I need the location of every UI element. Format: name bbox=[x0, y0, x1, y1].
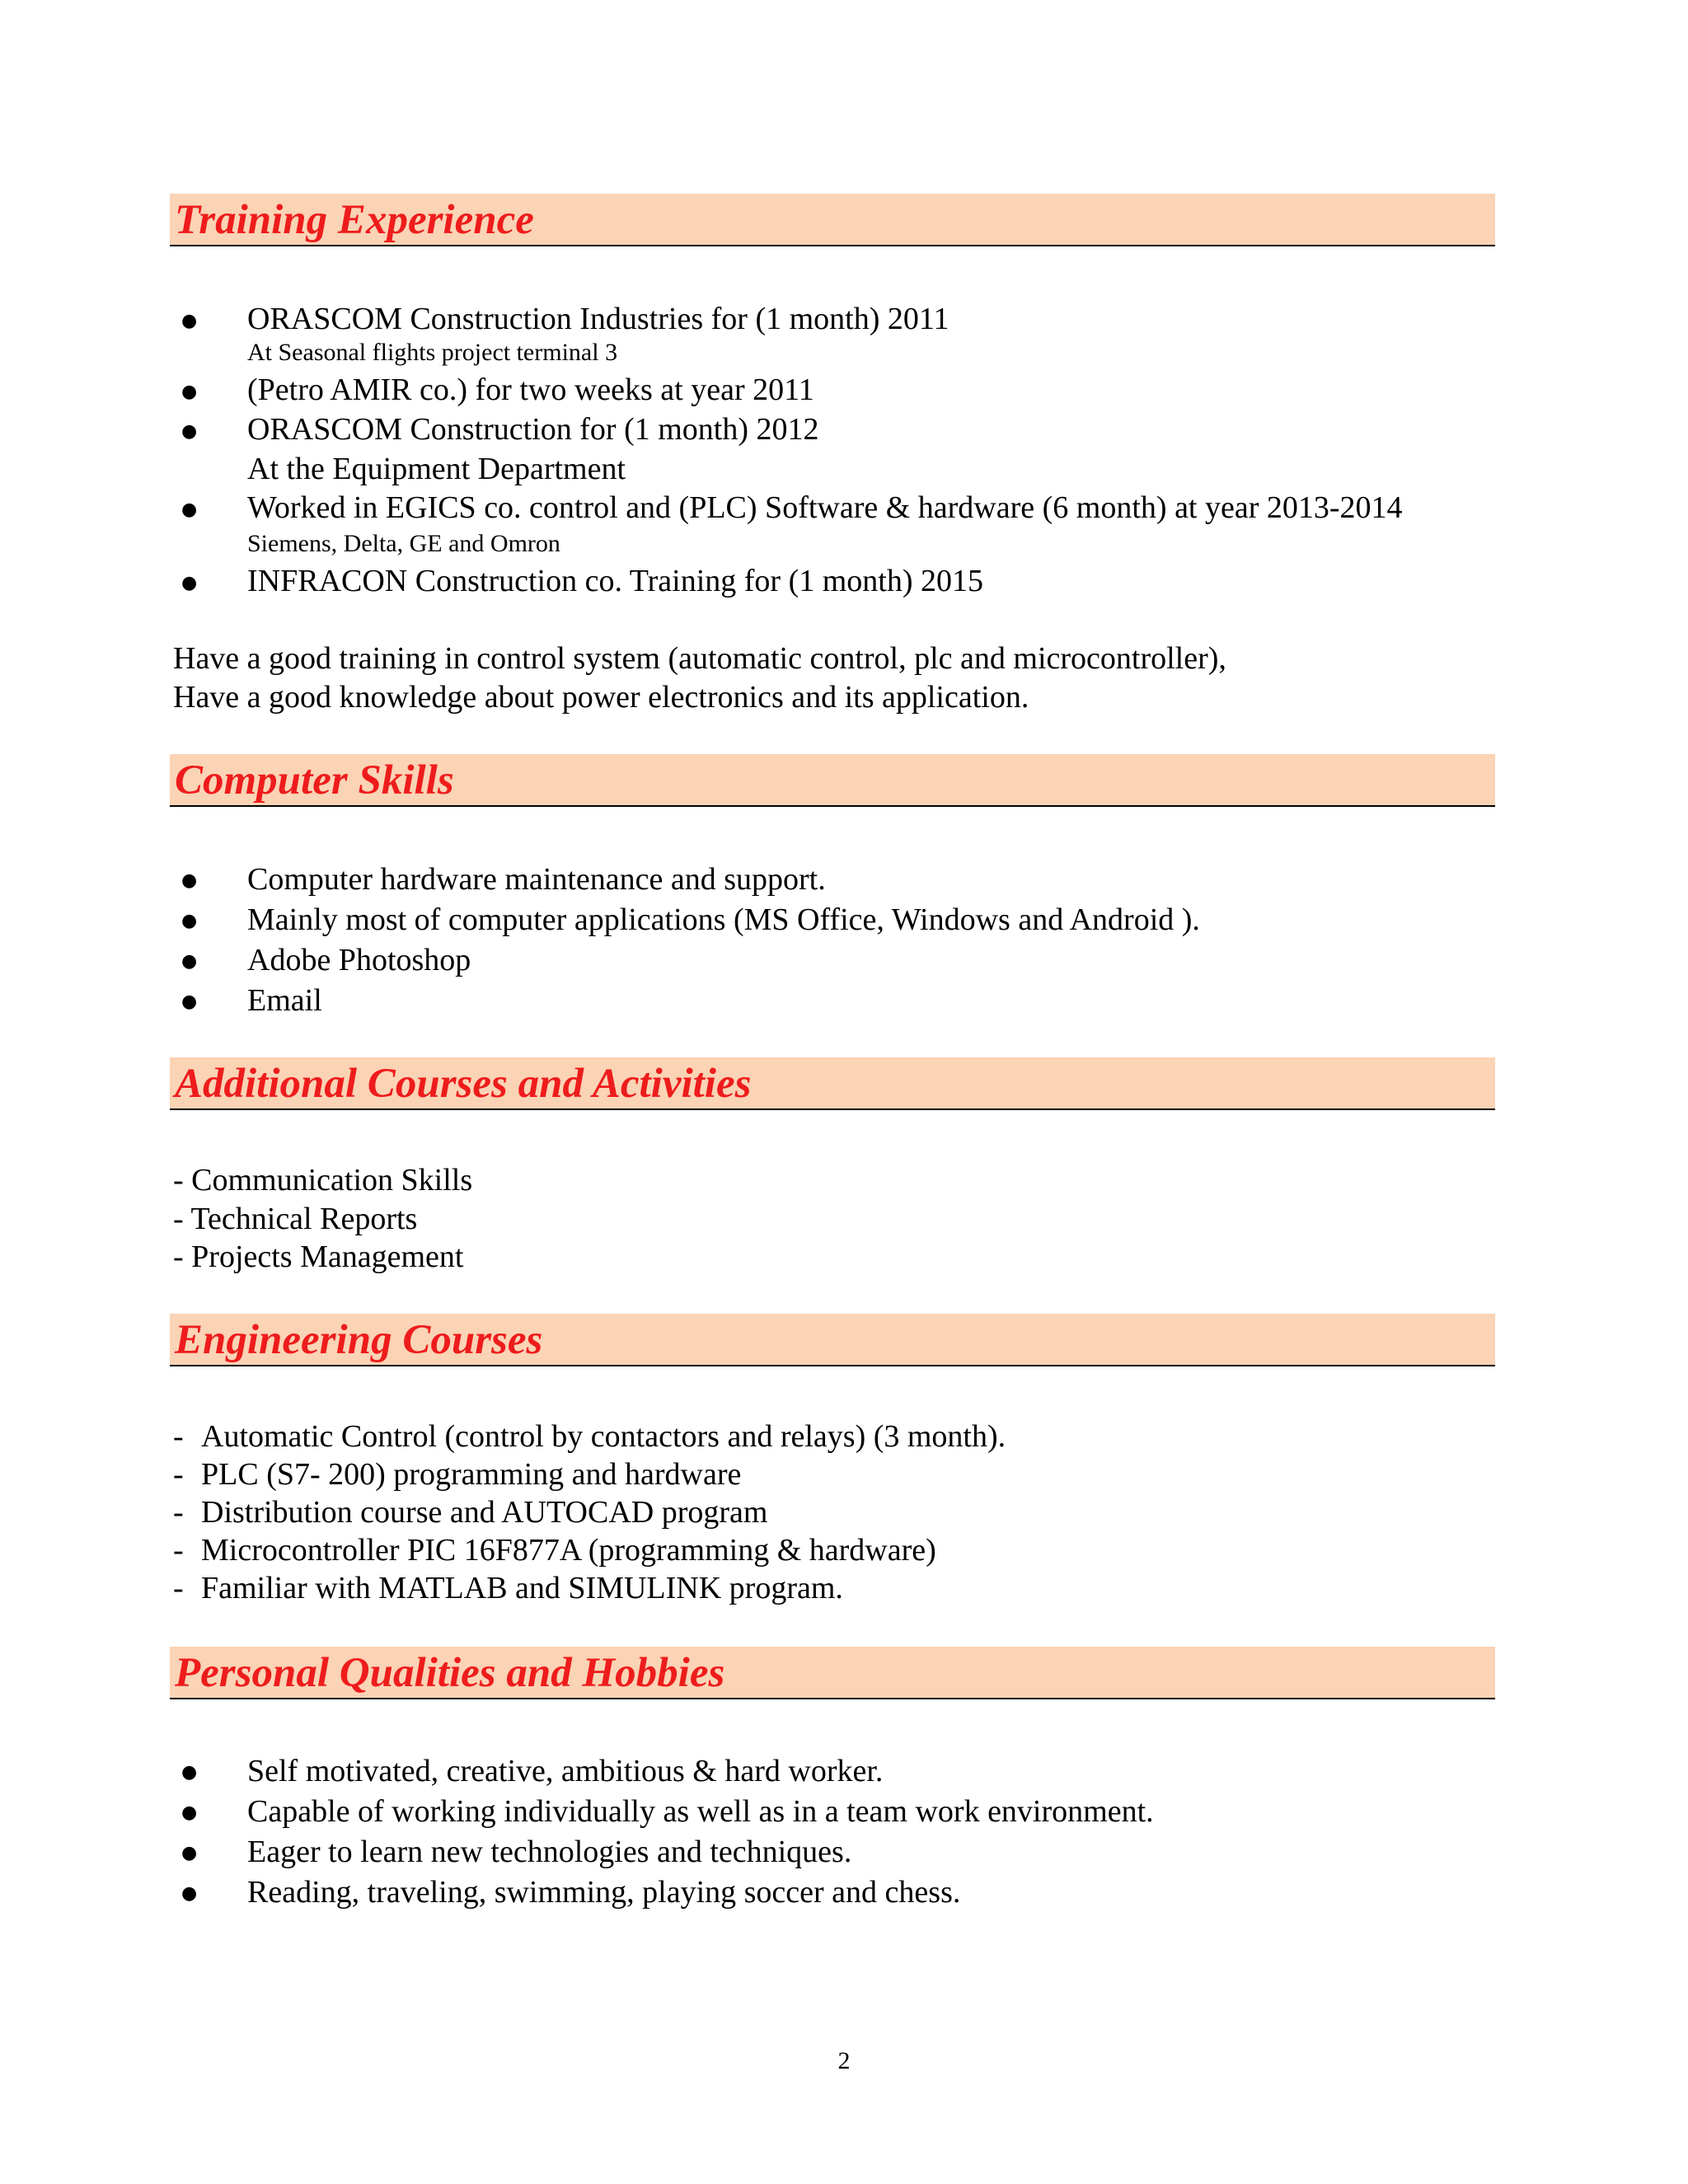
additional-course-item: - Communication Skills bbox=[173, 1163, 473, 1197]
bullet-icon: ● bbox=[181, 311, 198, 331]
bullet-icon: ● bbox=[181, 499, 198, 520]
personal-quality-item: Capable of working individually as well as in a team work environment. bbox=[247, 1794, 1154, 1829]
engineering-course-item bbox=[173, 1418, 1006, 1455]
engineering-course-item bbox=[173, 1494, 767, 1530]
bullet-icon: ● bbox=[181, 382, 198, 402]
computer-skill-item: Computer hardware maintenance and support. bbox=[247, 862, 826, 897]
training-item-detail: Siemens, Delta, GE and Omron bbox=[247, 530, 560, 557]
engineering-course-text: Distribution course and AUTOCAD program bbox=[201, 1495, 768, 1530]
section-title-engineering: Engineering Courses bbox=[175, 1317, 543, 1363]
training-item: INFRACON Construction co. Training for (1 month) 2015 bbox=[247, 564, 983, 598]
dash-marker: - bbox=[173, 1533, 184, 1568]
dash-marker: - bbox=[173, 1419, 184, 1454]
engineering-course-text: PLC (S7- 200) programming and hardware bbox=[201, 1457, 742, 1492]
engineering-course-text: Microcontroller PIC 16F877A (programming & hardware) bbox=[201, 1533, 936, 1568]
section-header-additional bbox=[170, 1057, 1495, 1110]
section-header-engineering bbox=[170, 1314, 1495, 1366]
training-item: ORASCOM Construction for (1 month) 2012 bbox=[247, 412, 819, 447]
computer-skill-item: Mainly most of computer applications (MS Office, Windows and Android ). bbox=[247, 902, 1200, 937]
page-number: 2 bbox=[837, 2047, 851, 2074]
personal-quality-item: Self motivated, creative, ambitious & hard worker. bbox=[247, 1754, 884, 1788]
bullet-icon: ● bbox=[181, 421, 198, 442]
bullet-icon: ● bbox=[181, 951, 198, 972]
dash-marker: - bbox=[173, 1571, 184, 1605]
bullet-icon: ● bbox=[181, 870, 198, 891]
bullet-icon: ● bbox=[181, 1762, 198, 1783]
engineering-course-item bbox=[173, 1456, 741, 1493]
section-title-computer: Computer Skills bbox=[175, 757, 454, 804]
training-summary-line: Have a good knowledge about power electronics and its application. bbox=[173, 680, 1029, 715]
bullet-icon: ● bbox=[181, 1843, 198, 1863]
engineering-course-text: Familiar with MATLAB and SIMULINK program. bbox=[201, 1571, 843, 1605]
bullet-icon: ● bbox=[181, 573, 198, 593]
section-header-computer bbox=[170, 754, 1495, 807]
section-title-training: Training Experience bbox=[175, 197, 534, 243]
section-title-personal: Personal Qualities and Hobbies bbox=[175, 1650, 725, 1696]
dash-marker: - bbox=[173, 1457, 184, 1492]
section-header-personal bbox=[170, 1647, 1495, 1699]
bullet-icon: ● bbox=[181, 1802, 198, 1823]
training-item: ORASCOM Construction Industries for (1 month) 2011 bbox=[247, 302, 950, 336]
engineering-course-item bbox=[173, 1532, 936, 1568]
section-title-additional: Additional Courses and Activities bbox=[175, 1061, 752, 1107]
bullet-icon: ● bbox=[181, 1883, 198, 1904]
training-summary-line: Have a good training in control system (automatic control, plc and microcontroller), bbox=[173, 641, 1226, 676]
bullet-icon: ● bbox=[181, 911, 198, 931]
engineering-course-text: Automatic Control (control by contactors and relays) (3 month). bbox=[201, 1419, 1006, 1454]
engineering-course-item bbox=[173, 1570, 843, 1606]
computer-skill-item: Email bbox=[247, 983, 322, 1018]
additional-course-item: - Projects Management bbox=[173, 1240, 464, 1274]
training-item-detail: At Seasonal flights project terminal 3 bbox=[247, 339, 618, 366]
bullet-icon: ● bbox=[181, 991, 198, 1012]
training-item: Worked in EGICS co. control and (PLC) Software & hardware (6 month) at year 2013-2014 bbox=[247, 490, 1403, 525]
computer-skill-item: Adobe Photoshop bbox=[247, 943, 471, 977]
additional-course-item: - Technical Reports bbox=[173, 1202, 418, 1236]
dash-marker: - bbox=[173, 1495, 184, 1530]
training-item: (Petro AMIR co.) for two weeks at year 2011 bbox=[247, 373, 814, 407]
personal-quality-item: Reading, traveling, swimming, playing soccer and chess. bbox=[247, 1875, 961, 1910]
section-header-training bbox=[170, 194, 1495, 246]
personal-quality-item: Eager to learn new technologies and techniques. bbox=[247, 1835, 852, 1869]
training-item-detail: At the Equipment Department bbox=[247, 452, 626, 486]
